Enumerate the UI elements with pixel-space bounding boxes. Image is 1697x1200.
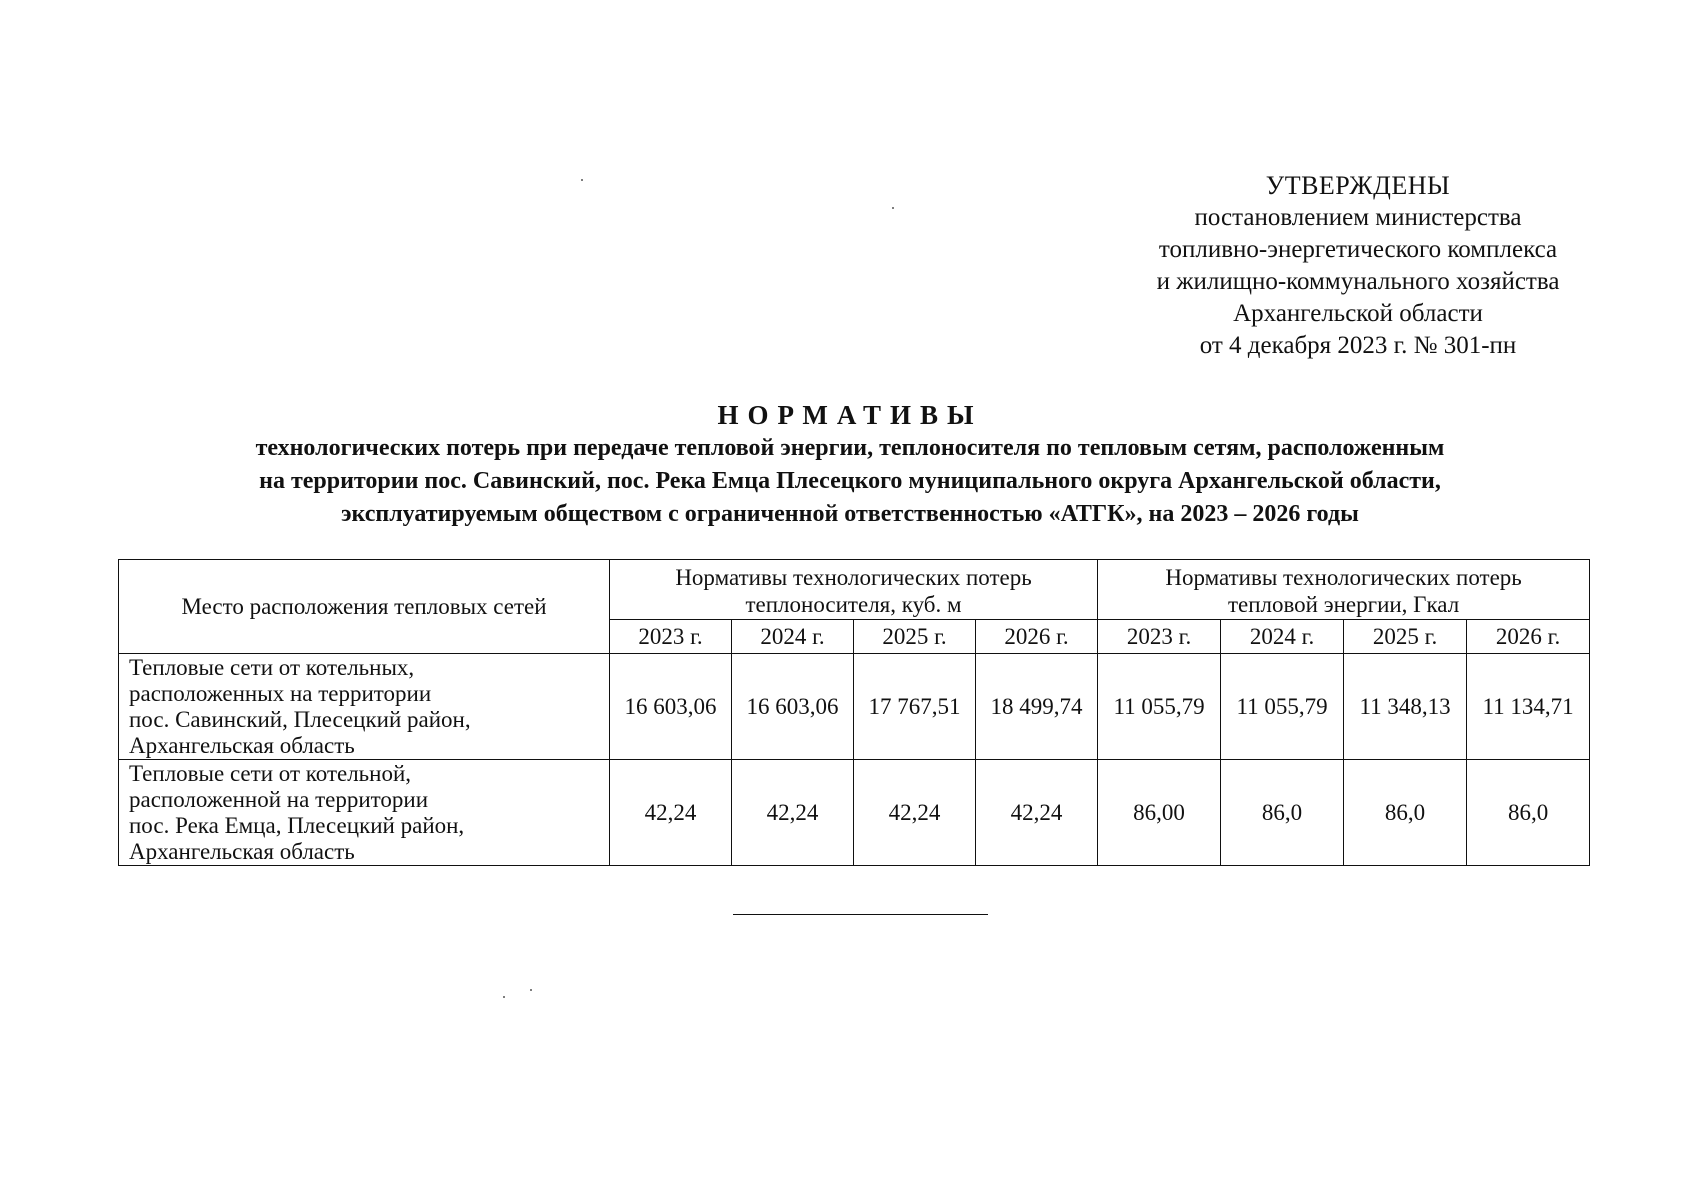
scan-speck: [581, 179, 583, 181]
approval-line: постановлением министерства: [1194, 204, 1522, 231]
location-line: пос. Река Емца, Плесецкий район,: [129, 812, 465, 838]
energy-group-header: [1098, 560, 1590, 620]
location-line: Тепловые сети от котельной,: [129, 760, 412, 786]
table-row: [119, 654, 1590, 760]
year-header: 2026 г.: [1467, 620, 1590, 654]
location-line: Тепловые сети от котельных,: [129, 654, 415, 680]
value-cell: 11 348,13: [1344, 654, 1467, 760]
year-header: 2023 г.: [1098, 620, 1221, 654]
title-line: эксплуатируемым обществом с ограниченной ответственностью «АТГК», на 2023 – 2026 годы: [341, 501, 1359, 527]
location-header: Место расположения тепловых сетей: [119, 560, 610, 654]
location-cell: [119, 760, 610, 866]
location-line: расположенных на территории: [129, 680, 432, 706]
value-cell: 11 134,71: [1467, 654, 1590, 760]
location-line: расположенной на территории: [129, 786, 428, 812]
value-cell: 86,0: [1221, 760, 1344, 866]
value-cell: 86,0: [1467, 760, 1590, 866]
location-line: пос. Савинский, Плесецкий район,: [129, 706, 471, 732]
approval-stamp: [1098, 170, 1618, 362]
approval-line: топливно-энергетического комплекса: [1158, 236, 1558, 263]
title-line: технологических потерь при передаче тепловой энергии, теплоносителя по тепловым сетям, расположенным: [255, 435, 1445, 461]
scan-speck: [892, 207, 894, 209]
year-header: 2023 г.: [610, 620, 732, 654]
scan-speck: [530, 989, 532, 991]
approval-date-line: от 4 декабря 2023 г. № 301-пн: [1199, 332, 1517, 359]
table-row: [119, 760, 1590, 866]
value-cell: 86,00: [1098, 760, 1221, 866]
header-line: Нормативы технологических потерь: [1165, 564, 1522, 590]
carrier-group-header: [610, 560, 1098, 620]
header-line: тепловой энергии, Гкал: [1227, 591, 1460, 617]
year-header: 2024 г.: [732, 620, 854, 654]
year-header: 2025 г.: [1344, 620, 1467, 654]
norms-table: [118, 559, 1590, 866]
scan-speck: [503, 996, 505, 998]
location-line: Архангельская область: [129, 838, 355, 864]
title-main: НОРМАТИВЫ: [717, 400, 983, 430]
approval-heading: УТВЕРЖДЕНЫ: [1265, 171, 1451, 200]
year-header: 2026 г.: [976, 620, 1098, 654]
location-line: Архангельская область: [129, 732, 355, 758]
value-cell: 18 499,74: [976, 654, 1098, 760]
value-cell: 11 055,79: [1098, 654, 1221, 760]
value-cell: 17 767,51: [854, 654, 976, 760]
value-cell: 42,24: [976, 760, 1098, 866]
value-cell: 86,0: [1344, 760, 1467, 866]
header-line: теплоносителя, куб. м: [745, 591, 962, 617]
title-line: на территории пос. Савинский, пос. Река Емца Плесецкого муниципального округа Архангельской области,: [259, 468, 1441, 494]
approval-line: Архангельской области: [1233, 300, 1483, 327]
end-separator-line: [733, 914, 988, 915]
value-cell: 16 603,06: [610, 654, 732, 760]
value-cell: 42,24: [610, 760, 732, 866]
value-cell: 42,24: [854, 760, 976, 866]
approval-line: и жилищно-коммунального хозяйства: [1156, 268, 1560, 295]
value-cell: 16 603,06: [732, 654, 854, 760]
value-cell: 11 055,79: [1221, 654, 1344, 760]
document-title: [100, 398, 1600, 531]
table-header-row: [119, 560, 1590, 620]
year-header: 2025 г.: [854, 620, 976, 654]
header-line: Нормативы технологических потерь: [675, 564, 1032, 590]
location-cell: [119, 654, 610, 760]
value-cell: 42,24: [732, 760, 854, 866]
year-header: 2024 г.: [1221, 620, 1344, 654]
